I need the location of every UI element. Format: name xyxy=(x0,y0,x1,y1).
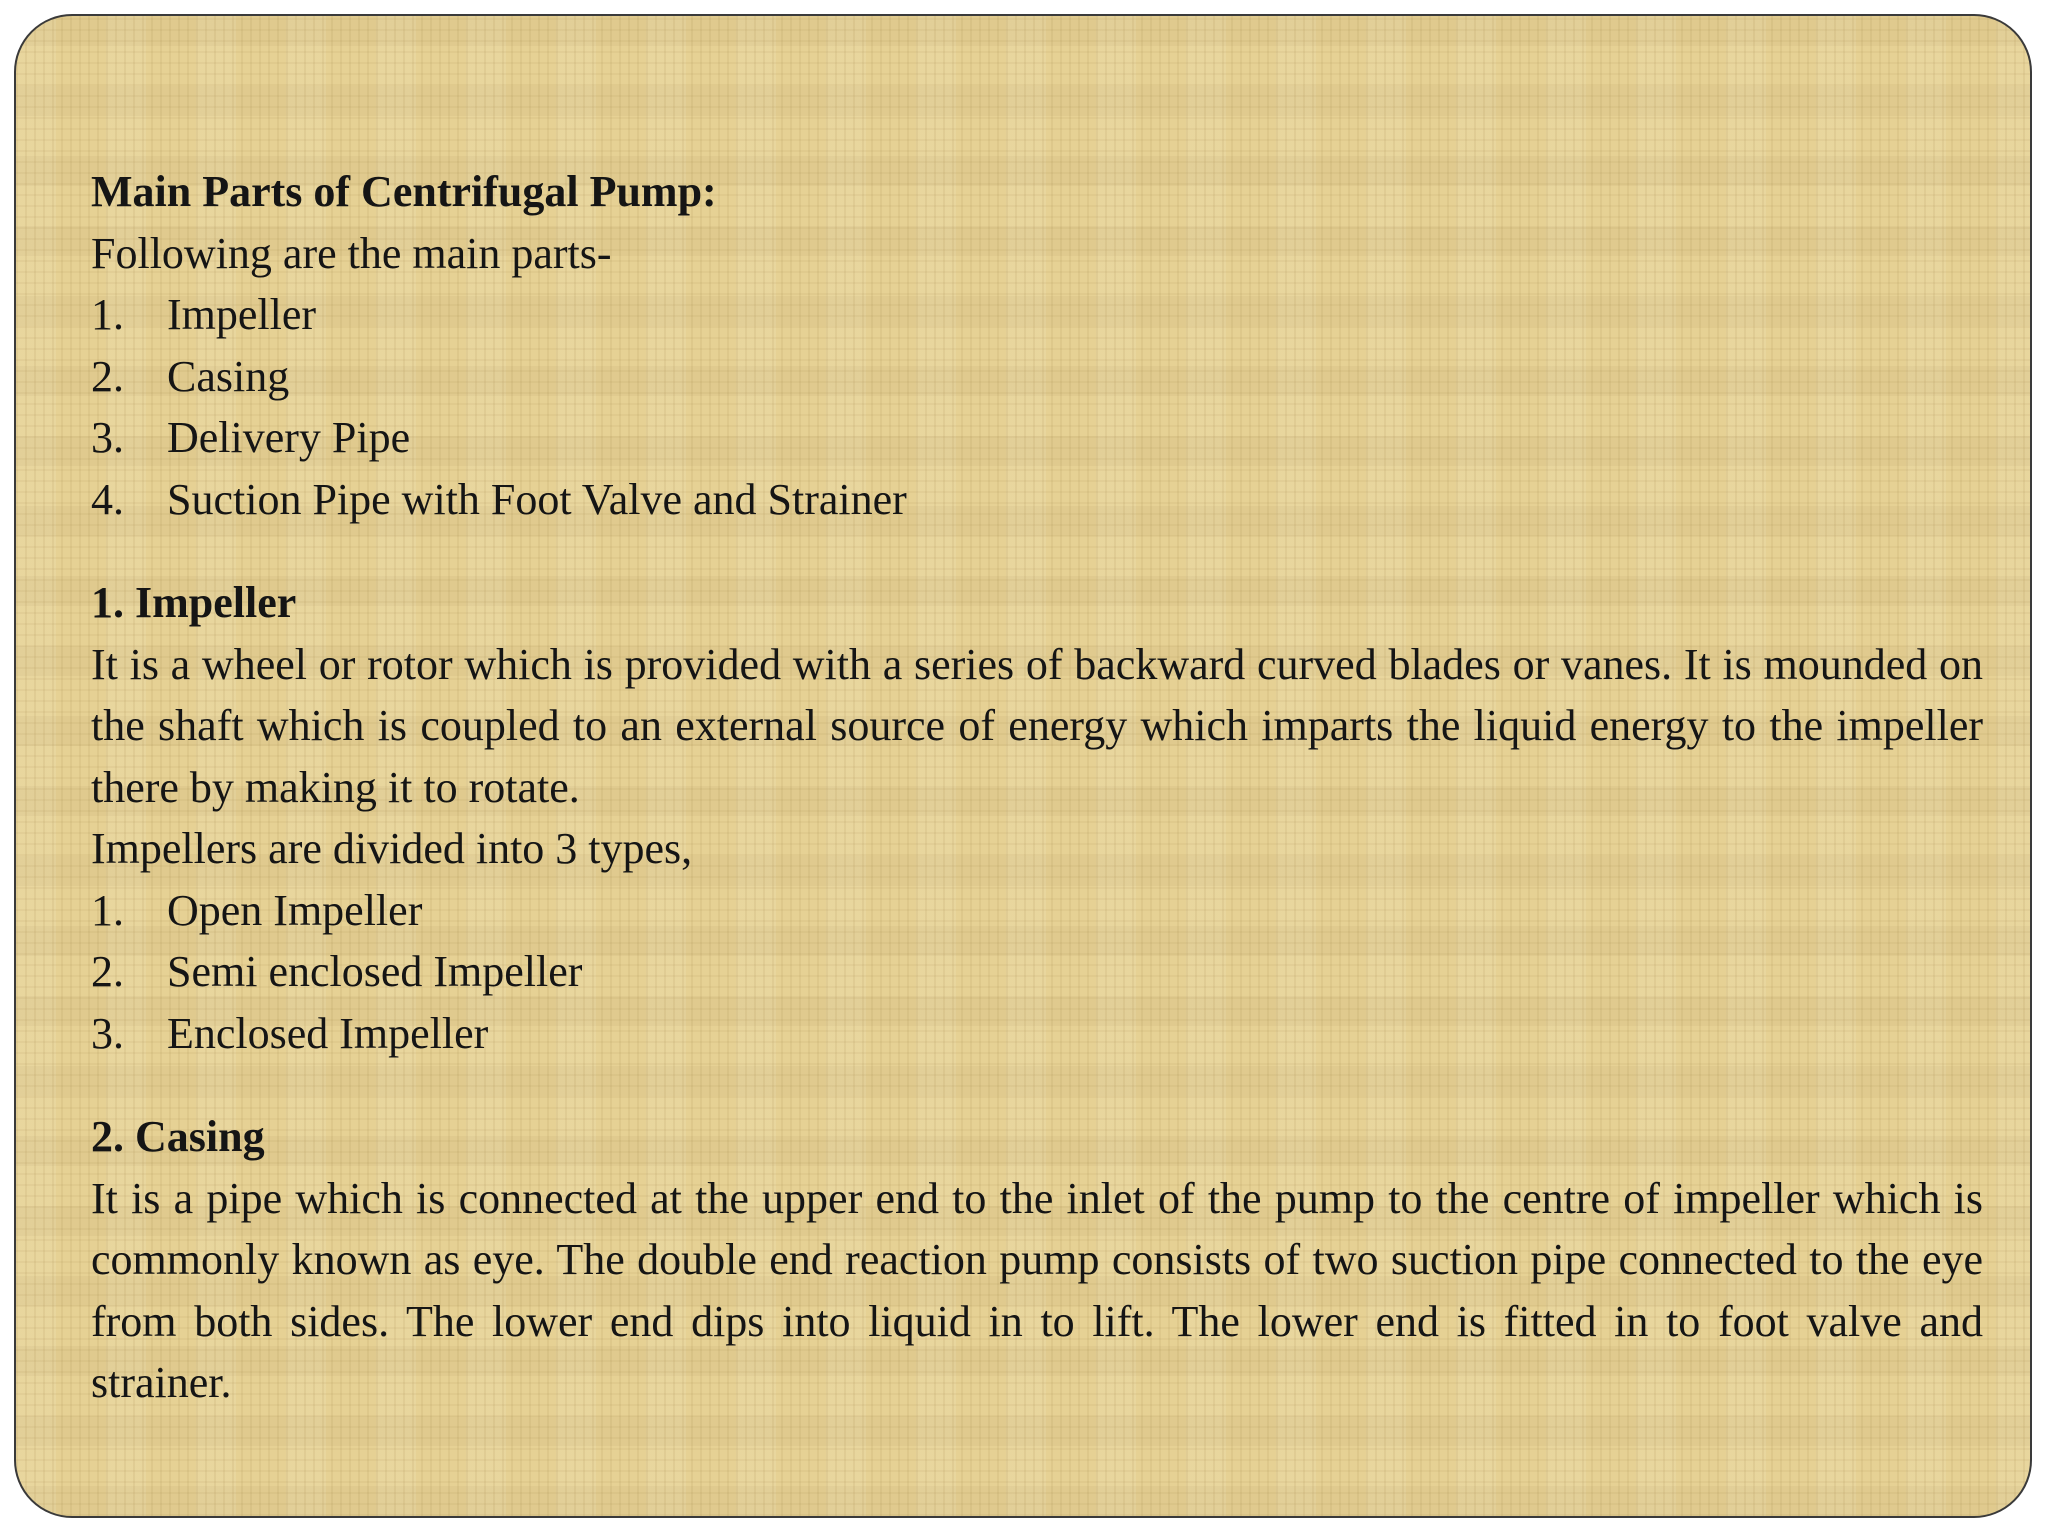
list-item xyxy=(91,1003,1983,1065)
list-item xyxy=(91,346,1983,408)
list-item-number: 3. xyxy=(91,413,124,462)
list-item-number: 2. xyxy=(91,351,124,401)
main-parts-list xyxy=(91,284,1983,530)
list-item xyxy=(91,941,1983,1003)
impeller-types-intro: Impellers are divided into 3 types, xyxy=(91,824,693,873)
list-item-label: Casing xyxy=(167,351,290,401)
casing-heading: 2. Casing xyxy=(91,1112,265,1161)
list-item-label: Semi enclosed Impeller xyxy=(167,947,583,996)
list-item-number: 1. xyxy=(91,885,124,935)
casing-paragraph: It is a pipe which is connected at the upper end to the inlet of the pump to the centre of impeller which is commonly known as eye. The double end reaction pump consists of two suction pipe connected to the eye from both sides. The lower end dips into liquid in to lift. The lower end is fitted in to foot valve and strainer. xyxy=(91,1173,1983,1407)
list-item-label: Open Impeller xyxy=(167,885,423,935)
list-item-label: Suction Pipe with Foot Valve and Strainer xyxy=(167,474,907,524)
list-item-number: 4. xyxy=(91,474,124,524)
impeller-types-list xyxy=(91,880,1983,1065)
page-title: Main Parts of Centrifugal Pump: xyxy=(91,167,717,216)
list-item-label: Enclosed Impeller xyxy=(167,1008,489,1058)
list-item-label: Delivery Pipe xyxy=(167,413,411,462)
list-item xyxy=(91,284,1983,346)
list-item xyxy=(91,880,1983,942)
slide-content xyxy=(91,161,1983,1414)
list-item-label: Impeller xyxy=(167,290,317,339)
section-gap xyxy=(91,1064,1983,1106)
list-item-number: 3. xyxy=(91,1008,124,1058)
impeller-paragraph: It is a wheel or rotor which is provided with a series of backward curved blades or vanes. It is mounded on the shaft which is coupled to an external source of energy which imparts the liquid energy to the impeller there by making it to rotate. xyxy=(91,639,1983,812)
impeller-heading: 1. Impeller xyxy=(91,578,297,627)
section-gap xyxy=(91,530,1983,572)
list-item xyxy=(91,407,1983,469)
intro-text: Following are the main parts- xyxy=(91,228,612,278)
list-item-number: 1. xyxy=(91,290,124,339)
slide-panel xyxy=(14,14,2032,1518)
list-item-number: 2. xyxy=(91,947,124,996)
list-item xyxy=(91,469,1983,531)
